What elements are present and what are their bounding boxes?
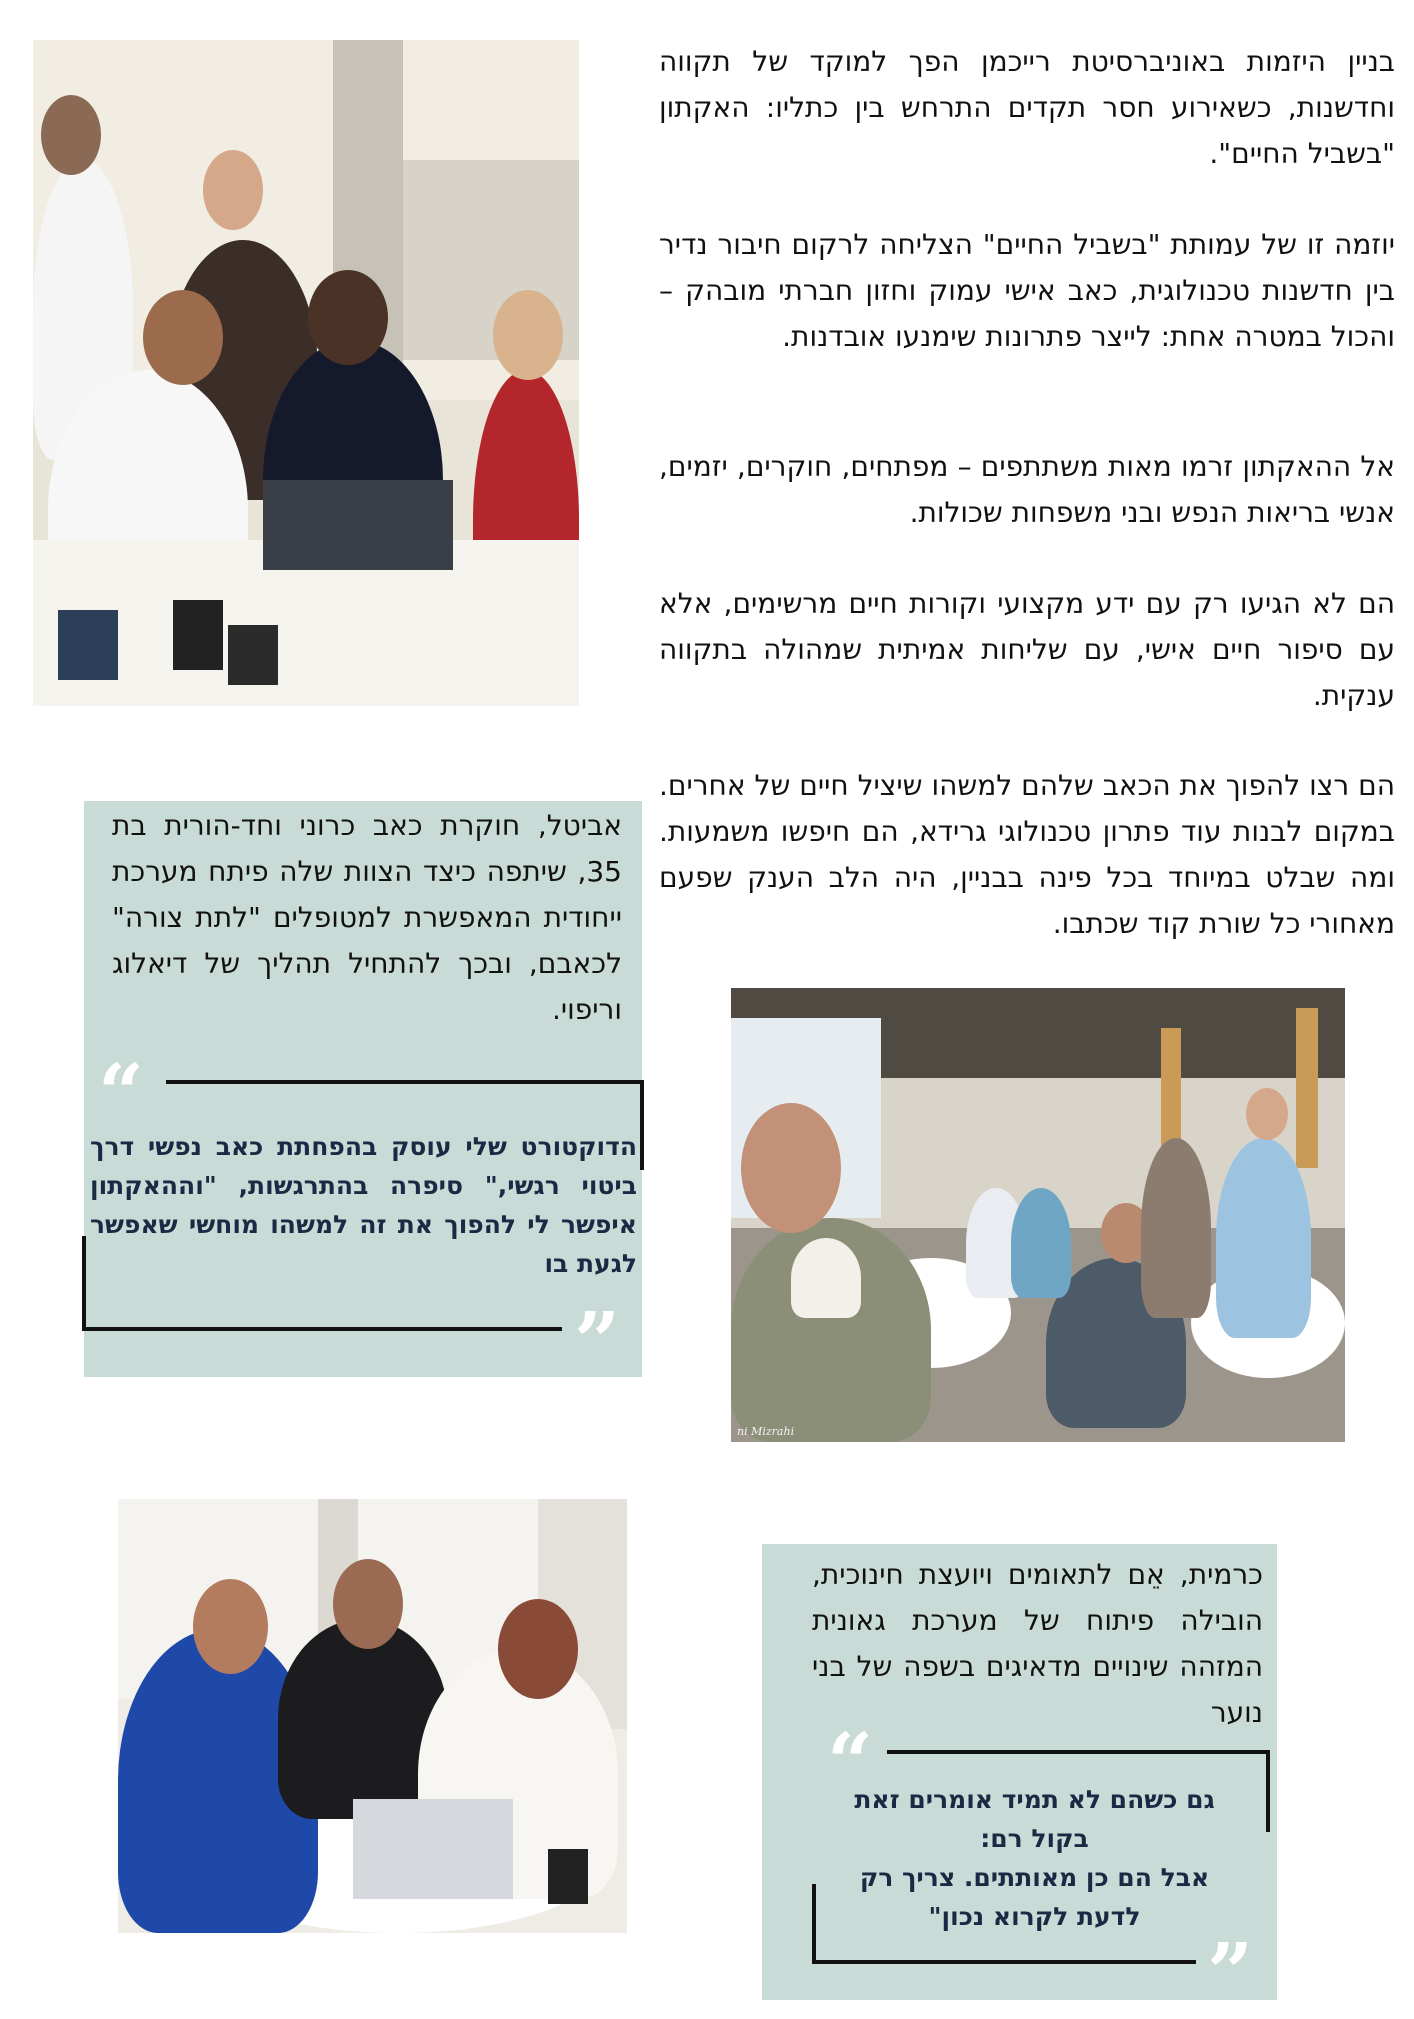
quote-rule-left xyxy=(82,1236,86,1331)
participants-paragraph: אל ההאקתון זרמו מאות משתתפים – מפתחים, חוקרים, יזמים, אנשי בריאות הנפש ובני משפחות שכולות. xyxy=(659,450,1395,529)
carmit-quote: גם כשהם לא תמיד אומרים זאת בקול רם: אבל הם כן מאותתים. צריך רק לדעת לקרוא נכון" xyxy=(854,1785,1215,1931)
carmit-sidebar xyxy=(762,1544,1277,2019)
quote-rule-right xyxy=(640,1080,644,1170)
open-quote-icon: “ xyxy=(827,1715,874,1809)
photo-group-discussion xyxy=(731,988,1345,1442)
quote-rule-top xyxy=(887,1750,1270,1754)
initiative-paragraph: יוזמה זו של עמותת "בשביל החיים" הצליחה לרקום חיבור נדיר בין חדשנות טכנולוגית, כאב אישי עמוק וחזון חברתי מובהק – והכול במטרה אחת: לייצר פתרונות שימנעו אובדנות. xyxy=(659,228,1395,353)
quote-rule-left xyxy=(812,1884,816,1964)
personal-story-paragraph: הם לא הגיעו רק עם ידע מקצועי וקורות חיים מרשימים, אלא עם סיפור חיים אישי, עם שליחות אמיתית שמהולה בתקווה ענקית. xyxy=(659,587,1395,712)
carmit-sidebar-text: כרמית, אֵם לתאומים ויועצת חינוכית, הובילה פיתוח של מערכת גאונית המזהה שינויים מדאיגים בשפה של בני נוער xyxy=(812,1558,1263,1729)
avital-sidebar xyxy=(84,801,642,1388)
intro-paragraph: בניין היזמות באוניברסיטת רייכמן הפך למוקד של תקווה וחדשנות, כשאירוע חסר תקדים התרחש בין כתליו: האקתון "בשביל החיים". xyxy=(659,45,1395,170)
quote-rule-top xyxy=(166,1080,644,1084)
close-quote-icon: ” xyxy=(1207,1925,1254,2019)
photo-three-at-laptop xyxy=(118,1499,627,1933)
avital-sidebar-text: אביטל, חוקרת כאב כרוני וחד-הורית בת 35, שיתפה כיצד הצוות שלה פיתח מערכת ייחודית המאפשרת למטופלים "לתת צורה" לכאבם, ובכך להתחיל תהליך של דיאלוג וריפוי. xyxy=(112,809,622,1026)
open-quote-icon: “ xyxy=(98,1046,145,1140)
photo-credit: ni Mizrahi xyxy=(737,1425,795,1438)
avital-quote: הדוקטורט שלי עוסק בהפחתת כאב נפשי דרך ביטוי רגשי," סיפרה בהתרגשות, "וההאקתון איפשר לי להפוך את זה למשהו מוחשי שאפשר לגעת בו xyxy=(90,1132,637,1278)
close-quote-icon: ” xyxy=(574,1294,621,1388)
photo-team-at-laptop xyxy=(33,40,579,706)
quote-rule-bottom xyxy=(812,1960,1196,1964)
quote-rule-bottom xyxy=(82,1327,562,1331)
purpose-paragraph: הם רצו להפוך את הכאב שלהם למשהו שיציל חיים של אחרים. במקום לבנות עוד פתרון טכנולוגי גרידא, הם חיפשו משמעות. ומה שבלט במיוחד בכל פינה בבניין, היה הלב הענק שפעם מאחורי כל שורת קוד שכתבו. xyxy=(659,769,1395,940)
